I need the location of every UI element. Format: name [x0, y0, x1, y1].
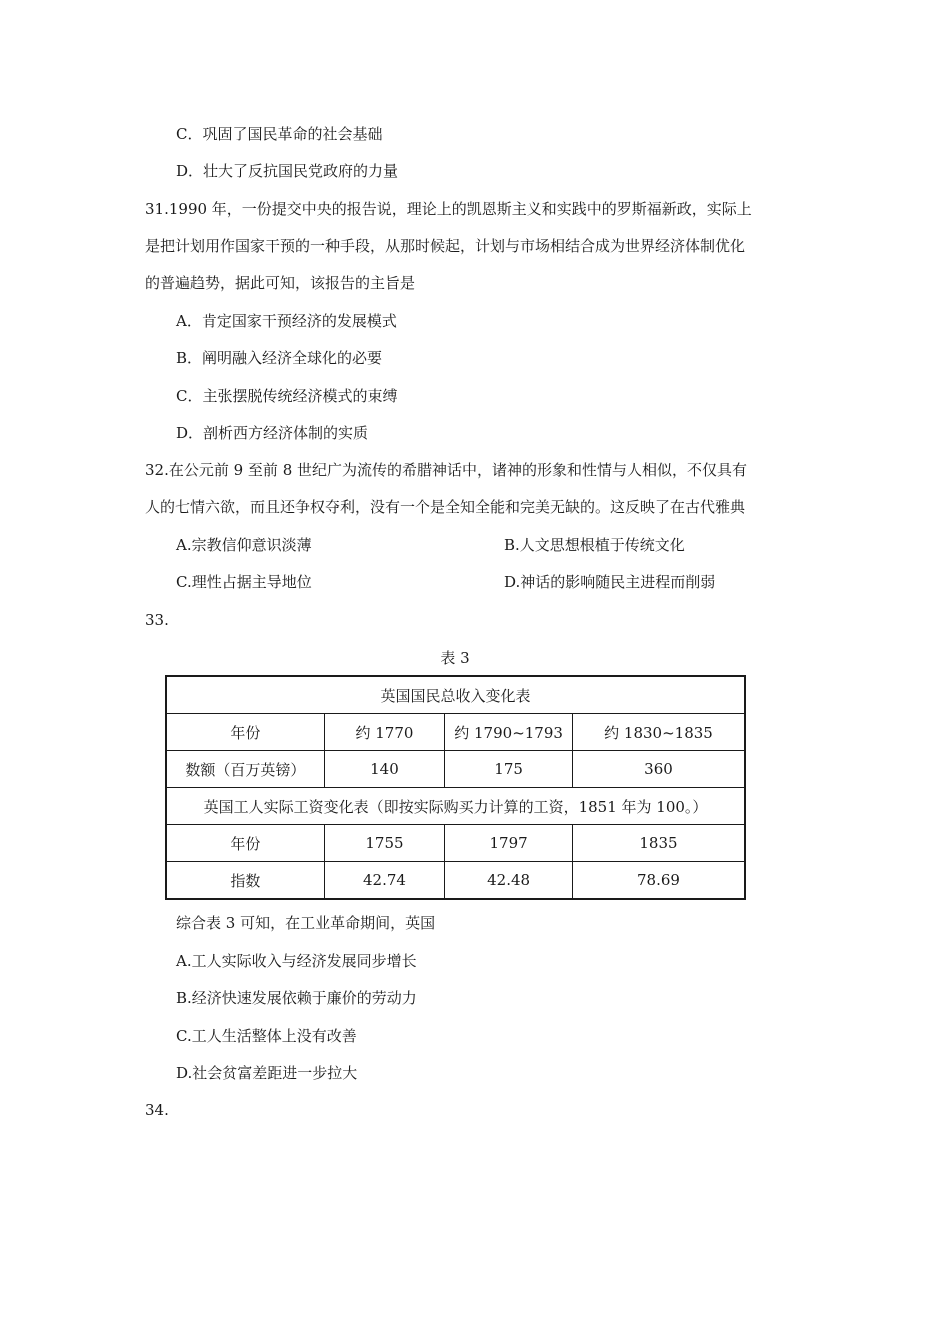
table-cell: 1835	[572, 825, 745, 862]
table-row	[166, 751, 745, 788]
table-cell: 140	[324, 751, 445, 788]
q33-stem: 综合表 3 可知，在工业革命期间，英国	[176, 914, 436, 932]
q31-option-d: D．剖析西方经济体制的实质	[176, 424, 369, 442]
q33-number: 33.	[145, 611, 169, 629]
q33-option-b: B.经济快速发展依赖于廉价的劳动力	[176, 989, 417, 1007]
q33-option-d: D.社会贫富差距进一步拉大	[176, 1064, 358, 1082]
q31-stem-line3: 的普遍趋势，据此可知，该报告的主旨是	[145, 274, 416, 292]
table-cell: 42.74	[324, 862, 445, 900]
table-cell: 约 1770	[324, 714, 445, 751]
table-cell: 指数	[166, 862, 324, 900]
table-cell: 年份	[166, 714, 324, 751]
wage-table-title: 英国工人实际工资变化表（即按实际购买力计算的工资，1851 年为 100。）	[166, 788, 745, 825]
q32-option-b: B.人文思想根植于传统文化	[504, 536, 685, 554]
q31-option-a: A．肯定国家干预经济的发展模式	[176, 312, 397, 330]
table-cell: 175	[445, 751, 573, 788]
q32-stem-line2: 人的七情六欲，而且还争权夺利，没有一个是全知全能和完美无缺的。这反映了在古代雅典	[145, 498, 746, 516]
prev-option-c: C．巩固了国民革命的社会基础	[176, 125, 383, 143]
table-cell: 360	[572, 751, 745, 788]
table-cell: 78.69	[572, 862, 745, 900]
q31-option-b: B．阐明融入经济全球化的必要	[176, 349, 383, 367]
table-cell: 数额（百万英镑）	[166, 751, 324, 788]
table-cell: 1797	[445, 825, 573, 862]
q32-option-a: A.宗教信仰意识淡薄	[176, 536, 312, 554]
q31-option-c: C．主张摆脱传统经济模式的束缚	[176, 387, 398, 405]
table-row	[166, 676, 745, 714]
q33-option-a: A.工人实际收入与经济发展同步增长	[176, 952, 417, 970]
income-table-title: 英国国民总收入变化表	[166, 676, 745, 714]
table-cell: 约 1830~1835	[572, 714, 745, 751]
table-row	[166, 714, 745, 751]
table-cell: 年份	[166, 825, 324, 862]
q32-option-d: D.神话的影响随民主进程而削弱	[504, 573, 716, 591]
table-cell: 约 1790~1793	[445, 714, 573, 751]
q31-stem-line1: 31.1990 年，一份提交中央的报告说，理论上的凯恩斯主义和实践中的罗斯福新政，实际上	[145, 200, 752, 218]
prev-option-d: D．壮大了反抗国民党政府的力量	[176, 162, 399, 180]
table-cell: 42.48	[445, 862, 573, 900]
table-row	[166, 788, 745, 825]
table-row	[166, 862, 745, 900]
table-row	[166, 825, 745, 862]
table-caption: 表 3	[440, 649, 470, 667]
table-cell: 1755	[324, 825, 445, 862]
q34-number: 34.	[145, 1101, 169, 1119]
q31-stem-line2: 是把计划用作国家干预的一种手段，从那时候起，计划与市场相结合成为世界经济体制优化	[145, 237, 746, 255]
q33-option-c: C.工人生活整体上没有改善	[176, 1027, 357, 1045]
q32-option-c: C.理性占据主导地位	[176, 573, 312, 591]
q32-stem-line1: 32.在公元前 9 至前 8 世纪广为流传的希腊神话中，诸神的形象和性情与人相似，不仅具有	[145, 461, 748, 479]
data-table	[165, 675, 746, 900]
